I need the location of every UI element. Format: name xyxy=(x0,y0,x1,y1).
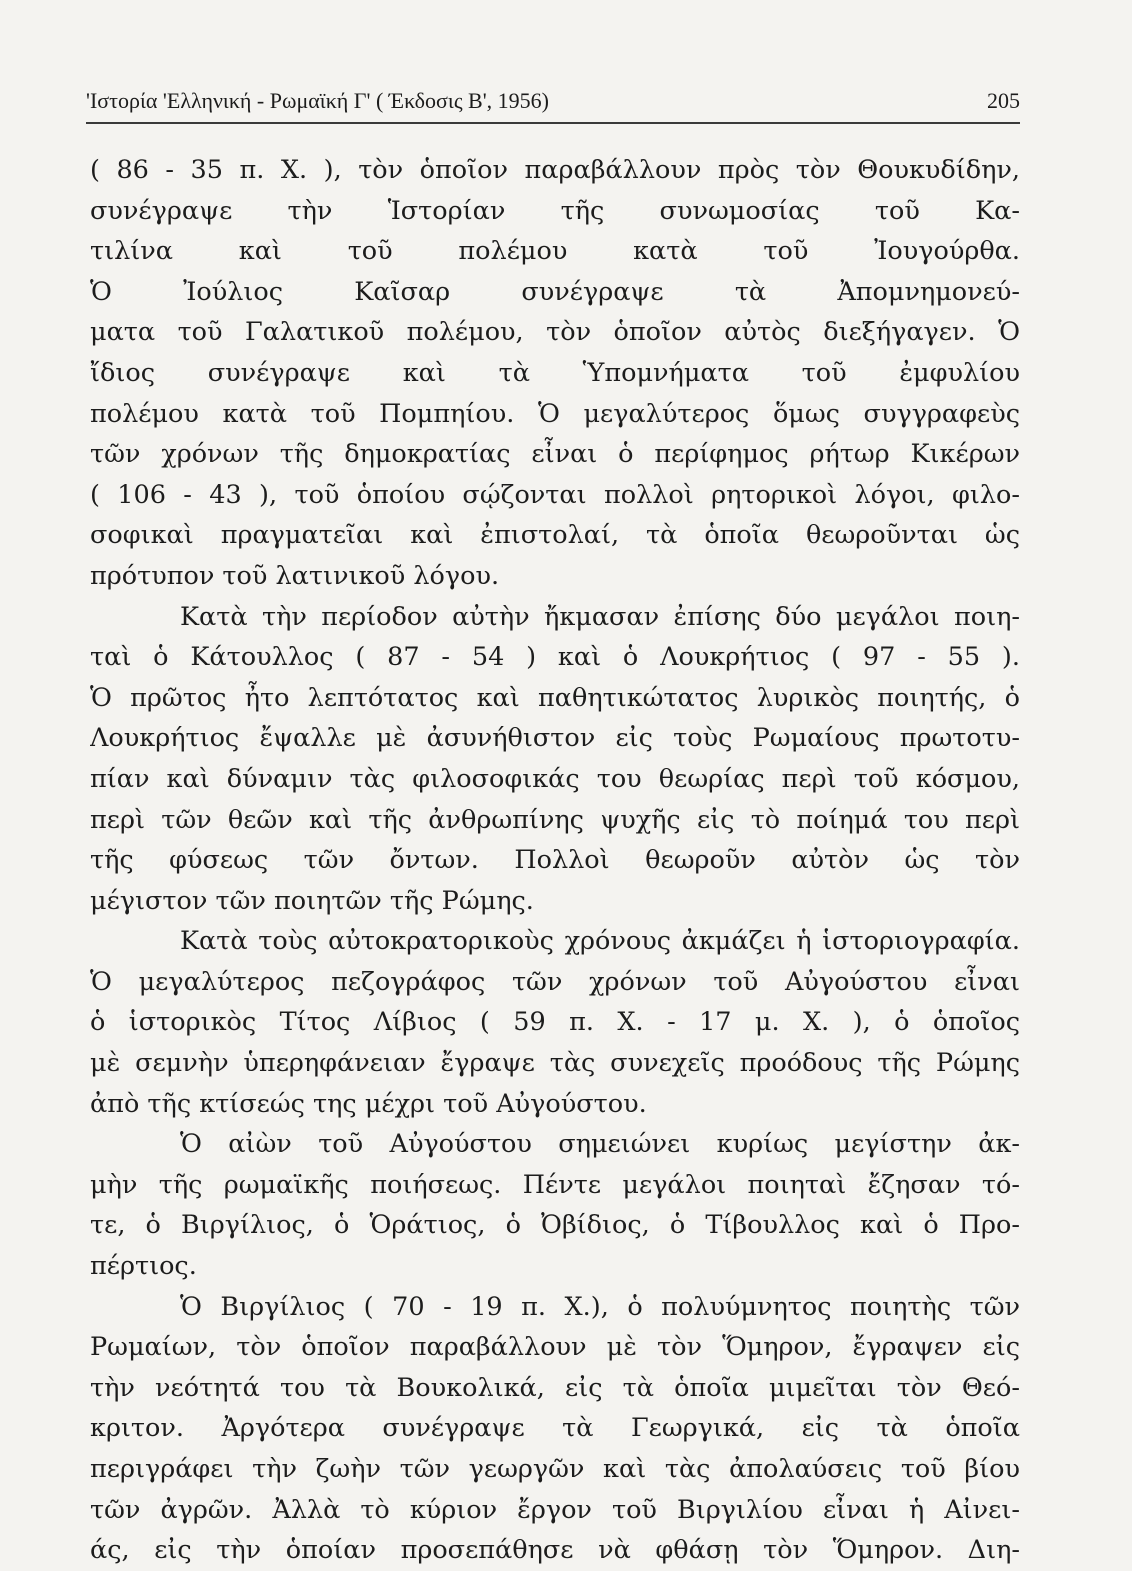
text-line: ( 86 - 35 π. Χ. ), τὸν ὁποῖον παραβάλλουν πρὸς τὸν Θουκυδίδην, xyxy=(90,155,1020,185)
text-line: ματα τοῦ Γαλατικοῦ πολέμου, τὸν ὁποῖον αὐτὸς διεξήγαγεν. Ὁ xyxy=(90,317,1020,348)
text-line: περὶ τῶν θεῶν καὶ τῆς ἀνθρωπίνης ψυχῆς εἰς τὸ ποίημά του περὶ xyxy=(90,804,1020,835)
text-line: άς, εἰς τὴν ὁποίαν προσεπάθησε νὰ φθάσῃ τὸν Ὅμηρον. Διη- xyxy=(90,1535,1020,1566)
text-line: Λουκρήτιος ἔψαλλε μὲ ἀσυνήθιστον εἰς τοὺς Ρωμαίους πρωτοτυ- xyxy=(90,723,1020,754)
page-number: 205 xyxy=(987,88,1020,113)
text-line: τὴν νεότητά του τὰ Βουκολικά, εἰς τὰ ὁποῖα μιμεῖται τὸν Θεό- xyxy=(90,1372,1020,1403)
text-line: πέρτιος. xyxy=(90,1251,197,1282)
text-line: τῶν χρόνων τῆς δημοκρατίας εἶναι ὁ περίφημος ρήτωρ Κικέρων xyxy=(90,439,1020,470)
text-line: σοφικαὶ πραγματεῖαι καὶ ἐπιστολαί, τὰ ὁποῖα θεωροῦνται ὡς xyxy=(90,520,1020,551)
text-line: ταὶ ὁ Κάτουλλος ( 87 - 54 ) καὶ ὁ Λουκρήτιος ( 97 - 55 ). xyxy=(90,642,1020,673)
text-line: ὁ ἱστορικὸς Τίτος Λίβιος ( 59 π. Χ. - 17 μ. Χ. ), ὁ ὁποῖος xyxy=(90,1007,1020,1038)
text-line: μέγιστον τῶν ποιητῶν τῆς Ρώμης. xyxy=(90,885,534,916)
text-line: τῆς φύσεως τῶν ὄντων. Πολλοὶ θεωροῦν αὐτὸν ὡς τὸν xyxy=(90,845,1020,876)
header-title: 'Ιστορία 'Ελληνική - Ρωμαϊκή Γ' ( Έκδοσις Β', 1956) xyxy=(86,88,549,113)
text-line: Ὁ αἰὼν τοῦ Αὐγούστου σημειώνει κυρίως μεγίστην ἀκ- xyxy=(180,1129,1020,1160)
text-line: Ὁ Ἰούλιος Καῖσαρ συνέγραψε τὰ Ἀπομνημονεύ- xyxy=(90,276,1020,307)
text-line: τε, ὁ Βιργίλιος, ὁ Ὁράτιος, ὁ Ὀβίδιος, ὁ Τίβουλλος καὶ ὁ Προ- xyxy=(90,1210,1020,1241)
text-line: ( 106 - 43 ), τοῦ ὁποίου σῴζονται πολλοὶ ρητορικοὶ λόγοι, φιλο- xyxy=(90,479,1020,510)
header-rule xyxy=(86,122,1020,124)
text-line: μὲ σεμνὴν ὑπερηφάνειαν ἔγραψε τὰς συνεχεῖς προόδους τῆς Ρώμης xyxy=(90,1048,1020,1079)
body-text xyxy=(90,150,1020,1571)
text-line: Ρωμαίων, τὸν ὁποῖον παραβάλλουν μὲ τὸν Ὅμηρον, ἔγραψεν εἰς xyxy=(90,1332,1020,1363)
text-line: Ὁ μεγαλύτερος πεζογράφος τῶν χρόνων τοῦ Αὐγούστου εἶναι xyxy=(90,966,1020,997)
text-line: περιγράφει τὴν ζωὴν τῶν γεωργῶν καὶ τὰς ἀπολαύσεις τοῦ βίου xyxy=(90,1454,1020,1484)
text-line: τῶν ἀγρῶν. Ἀλλὰ τὸ κύριον ἔργον τοῦ Βιργιλίου εἶναι ἡ Αἰνει- xyxy=(90,1494,1020,1525)
running-header xyxy=(86,86,1020,116)
text-line: Κατὰ τὴν περίοδον αὐτὴν ἤκμασαν ἐπίσης δύο μεγάλοι ποιη- xyxy=(180,601,1020,632)
text-line: Ὁ Βιργίλιος ( 70 - 19 π. Χ.), ὁ πολυύμνητος ποιητὴς τῶν xyxy=(180,1291,1020,1322)
text-line: πίαν καὶ δύναμιν τὰς φιλοσοφικάς του θεωρίας περὶ τοῦ κόσμου, xyxy=(90,763,1020,794)
text-line: πρότυπον τοῦ λατινικοῦ λόγου. xyxy=(90,560,500,591)
text-line: πολέμου κατὰ τοῦ Πομπηίου. Ὁ μεγαλύτερος ὅμως συγγραφεὺς xyxy=(90,398,1020,429)
text-line: ἀπὸ τῆς κτίσεώς της μέχρι τοῦ Αὐγούστου. xyxy=(90,1088,647,1119)
text-line: συνέγραψε τὴν Ἱστορίαν τῆς συνωμοσίας τοῦ Κα- xyxy=(90,195,1020,226)
text-line: κριτον. Ἀργότερα συνέγραψε τὰ Γεωργικά, εἰς τὰ ὁποῖα xyxy=(90,1413,1020,1444)
text-line: Κατὰ τοὺς αὐτοκρατορικοὺς χρόνους ἀκμάζει ἡ ἱστοριογραφία. xyxy=(180,926,1020,957)
text-line: ἴδιος συνέγραψε καὶ τὰ Ὑπομνήματα τοῦ ἐμφυλίου xyxy=(90,357,1020,388)
text-line: μὴν τῆς ρωμαϊκῆς ποιήσεως. Πέντε μεγάλοι ποιηταὶ ἔζησαν τό- xyxy=(90,1169,1020,1200)
text-line: τιλίνα καὶ τοῦ πολέμου κατὰ τοῦ Ἰουγούρθα. xyxy=(90,236,1020,267)
text-line: Ὁ πρῶτος ἦτο λεπτότατος καὶ παθητικώτατος λυρικὸς ποιητής, ὁ xyxy=(90,682,1020,713)
